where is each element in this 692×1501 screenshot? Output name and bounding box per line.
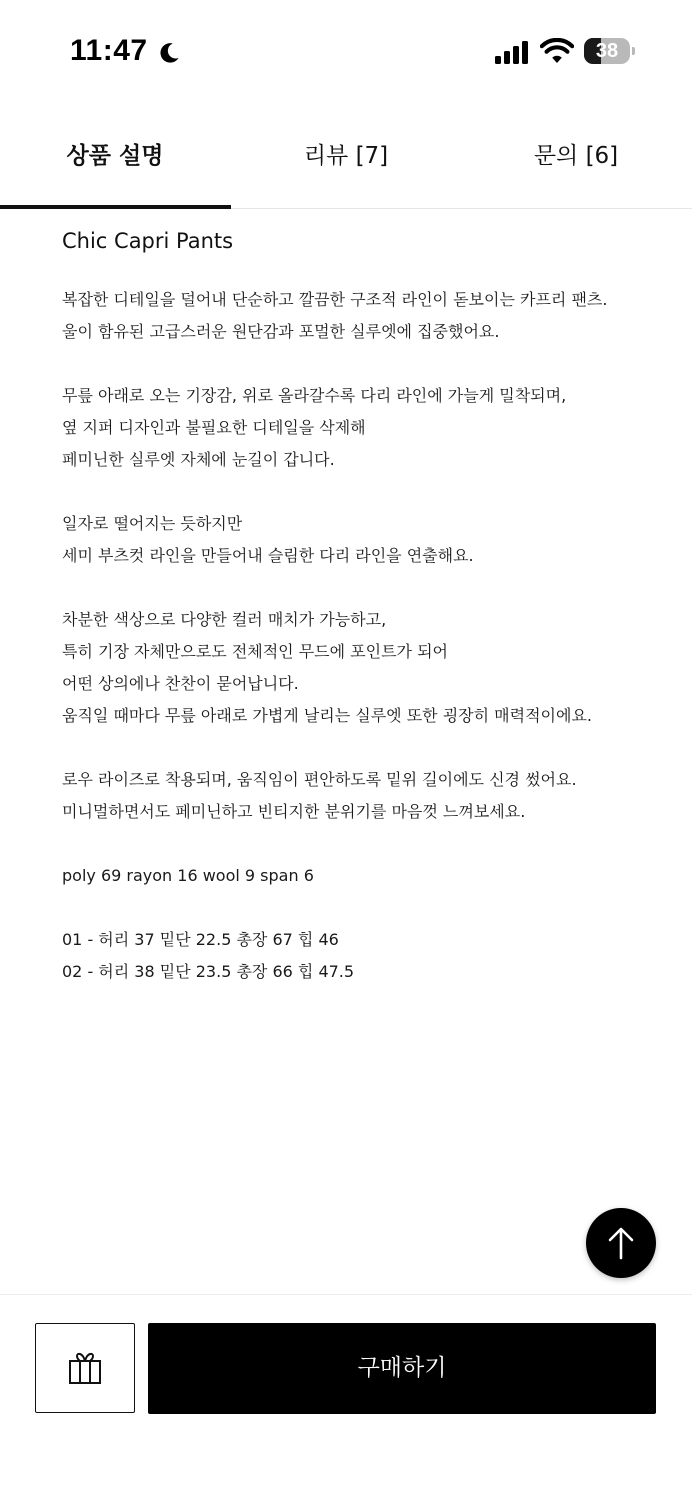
tab-inquiries[interactable]: 문의 [6] <box>533 143 619 169</box>
description-line: 옆 지퍼 디자인과 불필요한 디테일을 삭제해 <box>62 418 366 437</box>
product-tabs <box>0 104 692 209</box>
description-line: 무릎 아래로 오는 기장감, 위로 올라갈수록 다리 라인에 가늘게 밀착되며, <box>62 386 567 405</box>
description-line: 페미닌한 실루엣 자체에 눈길이 갑니다. <box>62 450 335 469</box>
description-line: 움직일 때마다 무릎 아래로 가볍게 날리는 실루엣 또한 굉장히 매력적이에요. <box>62 706 592 725</box>
battery-body <box>584 38 630 64</box>
battery-level-text: 38 <box>595 40 619 62</box>
description-paragraph <box>62 860 662 892</box>
description-line: 일자로 떨어지는 듯하지만 <box>62 514 243 533</box>
description-line: 차분한 색상으로 다양한 컬러 매치가 가능하고, <box>62 610 387 629</box>
description-paragraph <box>62 764 662 828</box>
description-line: 미니멀하면서도 페미닌하고 빈티지한 분위기를 마음껏 느껴보세요. <box>62 802 526 821</box>
product-name: Chic Capri Pants <box>62 229 234 253</box>
description-line: 특히 기장 자체만으로도 전체적인 무드에 포인트가 되어 <box>62 642 449 661</box>
product-description <box>62 226 662 1020</box>
description-line: 01 - 허리 37 밑단 22.5 총장 67 힙 46 <box>62 930 339 949</box>
description-paragraph <box>62 508 662 572</box>
gift-icon <box>67 1351 103 1385</box>
description-line: poly 69 rayon 16 wool 9 span 6 <box>62 866 314 885</box>
description-paragraph <box>62 924 662 988</box>
description-line: 복잡한 디테일을 덜어내 단순하고 깔끔한 구조적 라인이 돋보이는 카프리 팬츠. <box>62 290 608 309</box>
description-line: 세미 부츠컷 라인을 만들어내 슬림한 다리 라인을 연출해요. <box>62 546 474 565</box>
description-paragraph <box>62 380 662 476</box>
arrow-up-icon <box>606 1226 636 1260</box>
tab-description[interactable]: 상품 설명 <box>66 143 164 169</box>
description-paragraph <box>62 604 662 732</box>
description-line: 로우 라이즈로 착용되며, 움직임이 편안하도록 밑위 길이에도 신경 썼어요. <box>62 770 577 789</box>
bottom-action-bar <box>0 1294 692 1501</box>
description-line: 02 - 허리 38 밑단 23.5 총장 66 힙 47.5 <box>62 962 355 981</box>
moon-icon <box>156 40 182 66</box>
battery-nub <box>632 47 635 55</box>
scroll-to-top-button[interactable] <box>586 1208 656 1278</box>
cellular-signal-icon <box>494 40 532 64</box>
status-bar <box>0 0 692 104</box>
gift-button[interactable] <box>35 1323 135 1413</box>
description-paragraph <box>62 284 662 348</box>
status-time: 11:47 <box>70 34 148 67</box>
description-line: 어떤 상의에나 찬찬이 묻어납니다. <box>62 674 299 693</box>
buy-button[interactable]: 구매하기 <box>148 1323 656 1414</box>
tab-reviews[interactable]: 리뷰 [7] <box>303 143 389 169</box>
description-line: 울이 함유된 고급스러운 원단감과 포멀한 실루엣에 집중했어요. <box>62 322 500 341</box>
battery-indicator <box>584 38 636 64</box>
active-tab-indicator <box>0 205 231 209</box>
description-paragraphs <box>62 284 662 988</box>
wifi-icon <box>540 38 574 64</box>
